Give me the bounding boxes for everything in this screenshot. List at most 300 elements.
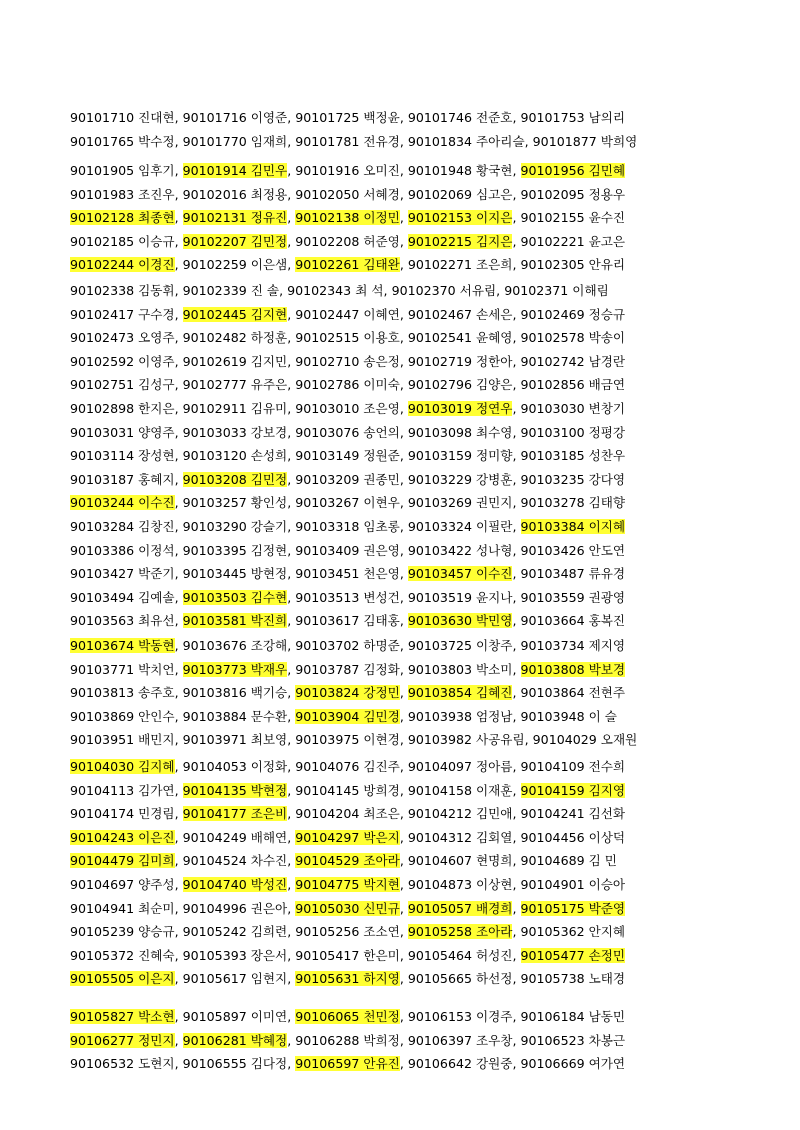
- entry-id-name: 90103975 이현경: [295, 732, 400, 748]
- entry-separator: ,: [399, 732, 408, 748]
- entry-separator: ,: [399, 924, 408, 940]
- roster-entry: [408, 307, 521, 322]
- entry-id-name: 90103630 박민영: [407, 613, 513, 629]
- roster-entry: [521, 495, 626, 510]
- entry-separator: ,: [399, 661, 408, 677]
- entry-id-name: 90103725 이창주: [407, 638, 513, 653]
- roster-entry: [70, 377, 183, 392]
- entry-id-name: 90104689 김 민: [520, 853, 617, 869]
- entry-id-name: 90104456 이상덕: [520, 829, 626, 845]
- roster-entry: [183, 210, 296, 225]
- entry-id-name: 90105256 조소연: [295, 924, 400, 940]
- roster-entry: [70, 759, 183, 774]
- roster-entry: [183, 354, 296, 369]
- entry-id-name: 90103076 송언의: [295, 424, 400, 440]
- roster-entry: [521, 234, 626, 249]
- roster-entry: [408, 1033, 521, 1048]
- entry-separator: ,: [287, 377, 296, 393]
- entry-id-name: 90104941 최순미: [70, 900, 175, 916]
- roster-entry: [521, 472, 626, 487]
- roster-entry: [408, 354, 521, 369]
- entry-id-name: 90101956 김민혜: [520, 163, 626, 178]
- roster-entry: [521, 425, 626, 440]
- entry-id-name: 90105631 하지영: [295, 971, 400, 987]
- roster-entry: [70, 590, 183, 605]
- entry-separator: ,: [287, 257, 296, 273]
- entry-id-name: 90102095 정용우: [520, 186, 626, 202]
- roster-entry: [183, 134, 296, 149]
- entry-separator: ,: [174, 542, 183, 558]
- roster-entry: [183, 613, 296, 628]
- entry-id-name: 90103617 김태홍: [295, 613, 400, 629]
- entry-separator: ,: [174, 853, 183, 869]
- roster-entry: [295, 971, 408, 986]
- entry-id-name: 90101948 황국현: [407, 163, 513, 178]
- entry-id-name: 90101746 전준호: [407, 110, 513, 125]
- entry-id-name: 90106532 도현지: [70, 1056, 175, 1072]
- entry-id-name: 90104158 이재훈: [407, 782, 513, 798]
- entry-id-name: 90105242 김희련: [182, 924, 288, 940]
- entry-id-name: 90103854 김혜진: [407, 685, 513, 701]
- entry-id-name: 90103813 송주호: [70, 685, 175, 701]
- roster-entry: [295, 566, 408, 581]
- roster-entry: [521, 685, 626, 700]
- entry-id-name: 90103427 박준기: [70, 566, 175, 582]
- entry-id-name: 90104029 오재원: [532, 732, 638, 748]
- entry-id-name: 90104030 김지혜: [70, 759, 175, 774]
- entry-id-name: 90103445 방현정: [182, 566, 288, 582]
- entry-separator: ,: [174, 1056, 183, 1072]
- entry-separator: ,: [512, 306, 521, 322]
- roster-entry: [408, 613, 521, 628]
- entry-id-name: 90105738 노태경: [520, 971, 626, 987]
- entry-id-name: 90104529 조아라: [295, 853, 400, 869]
- entry-id-name: 90101781 전유경: [295, 133, 400, 149]
- roster-entry: [408, 210, 521, 225]
- roster-entry: [70, 806, 183, 821]
- entry-separator: ,: [287, 877, 296, 892]
- entry-id-name: 90104873 이상현: [407, 877, 513, 892]
- roster-entry: [521, 638, 626, 653]
- roster-entry: [183, 709, 296, 724]
- entry-separator: ,: [287, 186, 296, 202]
- entry-id-name: 90104204 최조은: [295, 806, 400, 822]
- entry-id-name: 90106523 차봉근: [520, 1032, 626, 1048]
- roster-line: [70, 920, 730, 944]
- entry-id-name: 90101834 주아리슬: [407, 133, 525, 149]
- roster-entry: [521, 354, 626, 369]
- entry-id-name: 90102305 안유리: [520, 257, 626, 273]
- roster-entry: [70, 134, 183, 149]
- entry-id-name: 90103159 정미향: [407, 448, 513, 464]
- roster-entry: [295, 1056, 408, 1071]
- roster-entry: [70, 519, 183, 534]
- roster-entry: [408, 924, 521, 939]
- entry-separator: ,: [174, 233, 183, 249]
- roster-entry: [521, 1009, 626, 1024]
- entry-separator: ,: [174, 732, 183, 748]
- entry-separator: ,: [174, 782, 183, 798]
- entry-id-name: 90105827 박소현: [70, 1009, 175, 1024]
- roster-line: [70, 1029, 730, 1053]
- entry-separator: ,: [512, 877, 521, 892]
- entry-id-name: 90103948 이 슬: [520, 708, 617, 724]
- entry-id-name: 90105362 안지혜: [520, 924, 626, 940]
- roster-line: [70, 609, 730, 633]
- roster-entry: [521, 759, 626, 774]
- roster-entry: [70, 543, 183, 558]
- roster-entry: [295, 401, 408, 416]
- roster-entry: [408, 187, 521, 202]
- roster-entry: [295, 924, 408, 939]
- roster-entry: [521, 853, 617, 868]
- roster-entry: [521, 590, 626, 605]
- entry-separator: ,: [512, 829, 521, 845]
- entry-separator: ,: [399, 613, 408, 629]
- roster-paragraph: [70, 279, 730, 397]
- entry-id-name: 90105393 장은서: [182, 947, 288, 963]
- roster-entry: [521, 307, 626, 322]
- roster-entry: [183, 1056, 296, 1071]
- entry-id-name: 90103409 권은영: [295, 542, 400, 558]
- roster-line: [70, 206, 730, 230]
- entry-separator: ,: [174, 708, 183, 724]
- roster-entry: [70, 187, 183, 202]
- roster-entry: [408, 830, 521, 845]
- entry-separator: ,: [399, 519, 408, 534]
- entry-id-name: 90102898 한지은: [70, 401, 175, 416]
- roster-entry: [521, 566, 626, 581]
- roster-entry: [295, 110, 408, 125]
- entry-id-name: 90102592 이영주: [70, 353, 175, 369]
- entry-separator: ,: [287, 495, 296, 511]
- entry-id-name: 90104174 민경림: [70, 806, 175, 822]
- roster-line: [70, 230, 730, 254]
- roster-entry: [183, 853, 296, 868]
- roster-entry: [408, 519, 521, 534]
- entry-separator: ,: [383, 283, 392, 298]
- entry-id-name: 90103803 박소미: [407, 661, 513, 677]
- roster-line: [70, 562, 730, 586]
- entry-separator: ,: [399, 1009, 408, 1024]
- entry-separator: ,: [287, 110, 296, 125]
- entry-separator: ,: [287, 829, 296, 845]
- entry-separator: ,: [512, 900, 521, 916]
- entry-separator: ,: [399, 1032, 408, 1048]
- roster-entry: [408, 163, 521, 178]
- roster-line: [70, 873, 730, 897]
- roster-entry: [521, 187, 626, 202]
- entry-separator: ,: [174, 566, 183, 582]
- entry-separator: ,: [399, 377, 408, 393]
- entry-id-name: 90103149 정원준: [295, 448, 400, 464]
- entry-id-name: 90105057 배경희: [407, 900, 513, 916]
- entry-separator: ,: [399, 163, 408, 178]
- entry-id-name: 90102719 정한아: [407, 353, 513, 369]
- roster-entry: [521, 971, 626, 986]
- roster-entry: [408, 590, 521, 605]
- entry-id-name: 90103100 정평강: [520, 424, 626, 440]
- entry-separator: ,: [512, 542, 521, 558]
- entry-id-name: 90102138 이정민: [295, 210, 400, 226]
- entry-id-name: 90103395 김정현: [182, 542, 288, 558]
- entry-id-name: 90103864 전현주: [520, 685, 626, 701]
- roster-line: [70, 253, 730, 277]
- roster-entry: [408, 257, 521, 272]
- entry-separator: ,: [512, 947, 521, 963]
- entry-separator: ,: [524, 133, 533, 149]
- entry-separator: ,: [399, 401, 408, 416]
- entry-id-name: 90105665 하선정: [407, 971, 513, 987]
- entry-id-name: 90103503 김수현: [182, 589, 288, 605]
- roster-entry: [408, 566, 521, 581]
- entry-id-name: 90103187 홍혜지: [70, 471, 175, 487]
- roster-entry: [295, 806, 408, 821]
- entry-separator: ,: [399, 133, 408, 149]
- entry-separator: ,: [399, 806, 408, 822]
- entry-separator: ,: [174, 613, 183, 629]
- entry-id-name: 90102261 김태완: [295, 257, 400, 273]
- roster-entry: [521, 662, 626, 677]
- entry-separator: ,: [512, 163, 521, 178]
- entry-id-name: 90102515 이용호: [295, 330, 400, 346]
- entry-separator: ,: [496, 283, 505, 298]
- roster-entry: [295, 948, 408, 963]
- roster-entry: [408, 472, 521, 487]
- entry-separator: ,: [287, 759, 296, 774]
- entry-separator: ,: [512, 353, 521, 369]
- roster-entry: [183, 425, 296, 440]
- roster-entry: [295, 901, 408, 916]
- roster-entry: [183, 638, 296, 653]
- entry-separator: ,: [174, 806, 183, 822]
- entry-id-name: 90102371 이해림: [504, 283, 609, 298]
- roster-line: [70, 421, 730, 445]
- roster-entry: [521, 210, 626, 225]
- entry-id-name: 90104524 차수진: [182, 853, 288, 869]
- entry-id-name: 90103098 최수영: [407, 424, 513, 440]
- entry-id-name: 90103938 엄정남: [407, 708, 513, 724]
- entry-id-name: 90103674 박동현: [70, 638, 175, 653]
- entry-separator: ,: [287, 900, 296, 916]
- entry-id-name: 90103318 임초롱: [295, 519, 400, 534]
- roster-entry: [183, 685, 296, 700]
- entry-id-name: 90104312 김회열: [407, 829, 513, 845]
- entry-separator: ,: [174, 448, 183, 464]
- roster-entry: [408, 877, 521, 892]
- entry-id-name: 90106288 박희정: [295, 1032, 400, 1048]
- entry-id-name: 90102619 김지민: [182, 353, 288, 369]
- roster-line: [70, 326, 730, 350]
- roster-entry: [70, 307, 183, 322]
- entry-separator: ,: [287, 1032, 296, 1048]
- entry-id-name: 90103451 천은영: [295, 566, 400, 582]
- roster-entry: [295, 853, 408, 868]
- entry-id-name: 90101983 조진우: [70, 186, 175, 202]
- roster-entry: [408, 134, 533, 149]
- entry-id-name: 90102541 윤혜영: [407, 330, 513, 346]
- entry-separator: ,: [399, 853, 408, 869]
- entry-separator: ,: [287, 971, 296, 987]
- entry-separator: ,: [287, 589, 296, 605]
- entry-id-name: 90102259 이은샘: [182, 257, 288, 273]
- roster-entry: [295, 732, 408, 747]
- entry-id-name: 90106281 박혜정: [182, 1032, 288, 1048]
- roster-entry: [183, 283, 287, 298]
- entry-id-name: 90102469 정승규: [520, 306, 626, 322]
- roster-entry: [183, 924, 296, 939]
- entry-id-name: 90104241 김선화: [520, 806, 626, 822]
- entry-separator: ,: [287, 732, 296, 748]
- roster-entry: [521, 448, 626, 463]
- roster-line: [70, 658, 730, 682]
- roster-entry: [408, 425, 521, 440]
- roster-entry: [295, 685, 408, 700]
- entry-id-name: 90101710 진대현: [70, 110, 175, 125]
- entry-id-name: 90102856 배금연: [520, 377, 626, 393]
- entry-separator: ,: [512, 186, 521, 202]
- roster-paragraph: [70, 515, 730, 633]
- roster-entry: [295, 638, 408, 653]
- entry-separator: ,: [174, 306, 183, 322]
- entry-id-name: 90103771 박치언: [70, 661, 175, 677]
- roster-entry: [70, 401, 183, 416]
- roster-entry: [183, 187, 296, 202]
- roster-entry: [70, 613, 183, 628]
- entry-id-name: 90105258 조아라: [407, 924, 513, 940]
- entry-separator: ,: [399, 685, 408, 701]
- roster-entry: [295, 759, 408, 774]
- entry-id-name: 90103773 박재우: [182, 661, 288, 677]
- roster-entry: [295, 330, 408, 345]
- roster-entry: [183, 590, 296, 605]
- entry-id-name: 90104159 김지영: [520, 782, 626, 798]
- entry-id-name: 90103267 이현우: [295, 495, 400, 511]
- roster-entry: [408, 662, 521, 677]
- roster-entry: [183, 472, 296, 487]
- roster-entry: [408, 377, 521, 392]
- entry-id-name: 90104212 김민애: [407, 806, 513, 822]
- roster-entry: [70, 257, 183, 272]
- roster-entry: [70, 732, 183, 747]
- entry-separator: ,: [174, 330, 183, 346]
- entry-separator: ,: [512, 924, 521, 940]
- roster-entry: [295, 472, 408, 487]
- entry-id-name: 90103426 안도연: [520, 542, 626, 558]
- roster-entry: [392, 283, 505, 298]
- entry-separator: ,: [287, 424, 296, 440]
- roster-entry: [295, 543, 408, 558]
- entry-separator: ,: [287, 1009, 296, 1024]
- entry-separator: ,: [399, 782, 408, 798]
- entry-id-name: 90102467 손세은: [407, 306, 513, 322]
- roster-line: [70, 373, 730, 397]
- roster-paragraph: [70, 634, 730, 752]
- roster-entry: [521, 257, 626, 272]
- roster-entry: [295, 257, 408, 272]
- entry-separator: ,: [174, 1009, 183, 1024]
- roster-entry: [70, 638, 183, 653]
- entry-separator: ,: [512, 233, 521, 249]
- roster-entry: [521, 613, 626, 628]
- roster-line: [70, 681, 730, 705]
- entry-separator: ,: [174, 877, 183, 892]
- entry-separator: ,: [287, 947, 296, 963]
- entry-separator: ,: [399, 306, 408, 322]
- roster-entry: [521, 1056, 626, 1071]
- entry-id-name: 90104113 김가연: [70, 782, 175, 798]
- entry-id-name: 90102128 최종현: [70, 210, 175, 226]
- entry-id-name: 90103971 최보영: [182, 732, 288, 748]
- roster-entry: [295, 495, 408, 510]
- entry-id-name: 90102370 서유림: [391, 283, 497, 298]
- entry-id-name: 90104076 김진주: [295, 759, 400, 774]
- roster-entry: [183, 783, 296, 798]
- roster-entry: [521, 901, 626, 916]
- entry-id-name: 90101753 남의리: [520, 110, 626, 125]
- roster-entry: [295, 1009, 408, 1024]
- entry-id-name: 90105897 이미연: [182, 1009, 288, 1024]
- roster-entry: [295, 877, 408, 892]
- entry-separator: ,: [399, 947, 408, 963]
- roster-entry: [521, 948, 626, 963]
- entry-id-name: 90106597 안유진: [295, 1056, 400, 1072]
- entry-separator: ,: [287, 853, 296, 869]
- entry-id-name: 90103904 김민경: [295, 708, 400, 724]
- entry-separator: ,: [287, 685, 296, 701]
- roster-line: [70, 397, 730, 421]
- roster-entry: [295, 783, 408, 798]
- roster-line: [70, 755, 730, 779]
- entry-id-name: 90102777 유주은: [182, 377, 288, 393]
- entry-id-name: 90105175 박준영: [520, 900, 626, 916]
- roster-line: [70, 1005, 730, 1029]
- entry-separator: ,: [174, 283, 183, 298]
- entry-separator: ,: [174, 1032, 183, 1048]
- entry-id-name: 90103816 백기승: [182, 685, 288, 701]
- roster-entry: [521, 377, 626, 392]
- roster-entry: [408, 948, 521, 963]
- entry-separator: ,: [512, 424, 521, 440]
- roster-entry: [408, 234, 521, 249]
- roster-line: [70, 826, 730, 850]
- roster-entry: [70, 448, 183, 463]
- entry-separator: ,: [512, 806, 521, 822]
- entry-id-name: 90102185 이승규: [70, 233, 175, 249]
- roster-entry: [295, 830, 408, 845]
- roster-entry: [408, 709, 521, 724]
- roster-paragraph: [70, 755, 730, 873]
- entry-separator: ,: [287, 566, 296, 582]
- entry-id-name: 90103676 조강해: [182, 638, 288, 653]
- roster-line: [70, 350, 730, 374]
- entry-separator: ,: [512, 210, 521, 226]
- roster-line: [70, 183, 730, 207]
- roster-entry: [70, 830, 183, 845]
- roster-entry: [70, 783, 183, 798]
- entry-separator: ,: [174, 353, 183, 369]
- entry-id-name: 90106065 천민정: [295, 1009, 400, 1024]
- entry-id-name: 90103019 정연우: [407, 401, 513, 416]
- entry-separator: ,: [287, 306, 296, 322]
- roster-entry: [183, 543, 296, 558]
- roster-entry: [521, 163, 626, 178]
- roster-entry: [408, 732, 533, 747]
- roster-entry: [521, 924, 626, 939]
- entry-separator: ,: [399, 210, 408, 226]
- entry-separator: ,: [399, 900, 408, 916]
- entry-separator: ,: [287, 353, 296, 369]
